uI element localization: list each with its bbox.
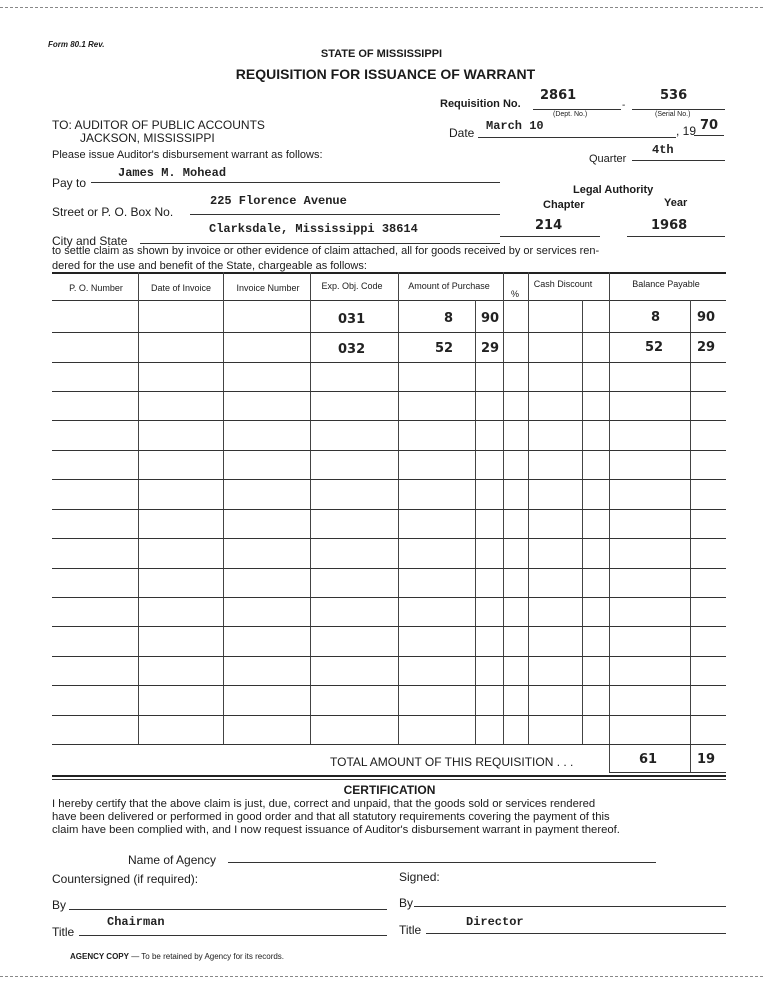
year-prefix: , 19 [676, 124, 697, 138]
requisition-dash: - [622, 100, 626, 111]
certification-line2: have been delivered or performed in good order and that all statutory requirements covering the payment of this [52, 811, 610, 823]
legal-authority-label: Legal Authority [573, 184, 654, 196]
agency-copy-label: AGENCY COPY [70, 952, 129, 961]
city-label: City and State [52, 234, 128, 248]
chapter-label: Chapter [543, 199, 585, 211]
row-exp-code: 032 [338, 342, 366, 357]
countersigned-label: Countersigned (if required): [52, 872, 199, 886]
header-invoice-number: Invoice Number [236, 283, 300, 293]
header-date-of-invoice: Date of Invoice [150, 283, 212, 293]
right-title-value: Director [466, 915, 524, 929]
pay-to-value: James M. Mohead [118, 166, 227, 180]
to-auditor: TO: AUDITOR OF PUBLIC ACCOUNTS [52, 118, 265, 132]
dept-no-caption: (Dept. No.) [553, 111, 588, 118]
total-label: TOTAL AMOUNT OF THIS REQUISITION . . . [330, 755, 574, 769]
row-amount-dollars: 52 [435, 341, 454, 356]
left-title-value: Chairman [107, 915, 165, 929]
row-balance-dollars: 52 [645, 340, 664, 355]
header-balance-payable: Balance Payable [632, 279, 700, 289]
date-value: March 10 [486, 119, 544, 133]
row-exp-code: 031 [338, 312, 366, 327]
total-dollars: 61 [639, 752, 658, 767]
certification-line3: claim have been complied with, and I now request issuance of Auditor's disbursement warrant in payment thereof. [52, 824, 620, 836]
authority-year-value: 1968 [651, 218, 688, 233]
form-title: REQUISITION FOR ISSUANCE OF WARRANT [235, 66, 536, 82]
by-label-left: By [52, 898, 67, 912]
footer-note [70, 952, 284, 961]
state-heading: STATE OF MISSISSIPPI [320, 48, 443, 60]
row-amount-cents: 90 [481, 311, 500, 326]
signed-label: Signed: [399, 870, 440, 884]
serial-no-caption: (Serial No.) [655, 111, 691, 118]
certification-title: CERTIFICATION [343, 783, 436, 797]
dept-number: 2861 [540, 88, 577, 103]
header-cash-discount: Cash Discount [533, 279, 593, 289]
row-balance-dollars: 8 [651, 310, 661, 325]
row-balance-cents: 90 [697, 310, 716, 325]
header-percent: % [510, 289, 519, 299]
agency-name-label: Name of Agency [128, 853, 217, 867]
settle-text-line1: to settle claim as shown by invoice or other evidence of claim attached, all for goods received by or services ren- [52, 245, 600, 257]
by-label-right: By [399, 896, 414, 910]
settle-text-line2: dered for the use and benefit of the State, chargeable as follows: [52, 260, 367, 272]
title-label-right: Title [399, 923, 422, 937]
header-po-number: P. O. Number [69, 283, 123, 293]
quarter-value: 4th [652, 143, 674, 157]
date-label: Date [449, 126, 475, 140]
street-value: 225 Florence Avenue [210, 194, 347, 208]
bottom-edge-dash [0, 976, 763, 977]
pay-to-label: Pay to [52, 176, 87, 190]
street-label: Street or P. O. Box No. [52, 205, 174, 219]
top-edge-dash [0, 7, 763, 8]
year-label: Year [664, 197, 688, 209]
date-year: 70 [700, 118, 719, 133]
certification-line1: I hereby certify that the above claim is just, due, correct and unpaid, that the goods sold or services rendered [52, 798, 596, 810]
serial-number: 536 [660, 88, 688, 103]
city-value: Clarksdale, Mississippi 38614 [209, 222, 418, 236]
title-label-left: Title [52, 925, 75, 939]
quarter-label: Quarter [589, 153, 627, 165]
row-amount-cents: 29 [481, 341, 500, 356]
footer-retain-note: — To be retained by Agency for its records. [128, 952, 285, 961]
header-exp-obj-code: Exp. Obj. Code [321, 281, 383, 291]
requisition-label: Requisition No. [440, 98, 521, 110]
form-number: Form 80.1 Rev. [48, 40, 105, 49]
header-amount-of-purchase: Amount of Purchase [408, 281, 490, 291]
row-amount-dollars: 8 [444, 311, 454, 326]
row-balance-cents: 29 [697, 340, 716, 355]
to-city: JACKSON, MISSISSIPPI [80, 131, 215, 145]
total-cents: 19 [697, 752, 716, 767]
chapter-value: 214 [535, 218, 563, 233]
issue-instruction: Please issue Auditor's disbursement warrant as follows: [52, 149, 323, 161]
